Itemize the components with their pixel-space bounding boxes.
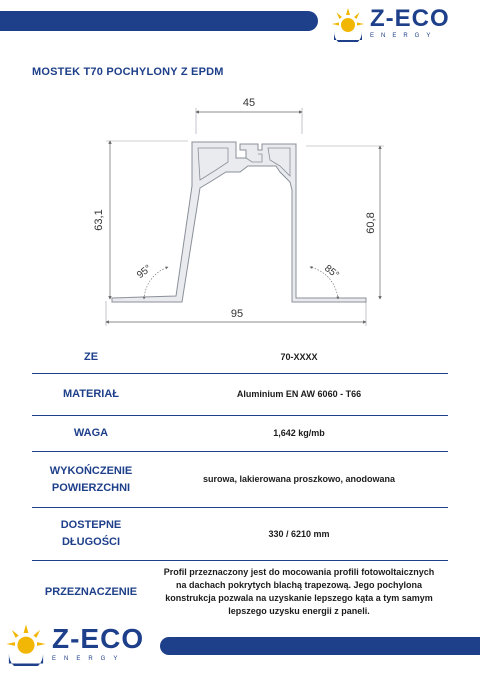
- brand-name: Z-ECO: [52, 623, 145, 654]
- brand-subtitle: ENERGY: [370, 33, 438, 39]
- spec-label: DOSTEPNE DŁUGOŚCI: [60, 519, 122, 548]
- brand-logo-bottom: [4, 622, 144, 666]
- spec-row-finish: [32, 452, 448, 508]
- sun-solar-panel-logo-icon: [330, 6, 366, 42]
- spec-label: MATERIAŁ: [62, 388, 119, 400]
- spec-table: [32, 341, 448, 623]
- brand-name: Z-ECO: [370, 5, 450, 32]
- dim-right-label: 60,8: [365, 212, 377, 234]
- header-bar: [0, 11, 318, 31]
- spec-label: WYKOŃCZENIE POWIERZCHNI: [49, 464, 133, 494]
- brand-logo-top: [330, 6, 450, 42]
- spec-row-weight: [32, 416, 448, 452]
- footer-bar: [160, 637, 480, 655]
- spec-label: WAGA: [73, 427, 109, 439]
- spec-row-material: [32, 374, 448, 416]
- profile-shape: [112, 142, 366, 302]
- spec-row-purpose: [32, 561, 448, 623]
- spec-value: 70-XXXX: [280, 351, 318, 362]
- spec-value: 1,642 kg/mb: [273, 428, 325, 438]
- profile-technical-drawing: [0, 86, 480, 342]
- page-title: MOSTEK T70 POCHYLONY Z EPDM: [32, 66, 224, 78]
- spec-row-code: [32, 341, 448, 374]
- brand-subtitle: ENERGY: [52, 656, 126, 662]
- spec-label: PRZEZNACZENIE: [44, 585, 138, 598]
- spec-label: ZE: [83, 350, 99, 363]
- dim-top-label: 45: [242, 97, 256, 109]
- spec-row-lengths: [32, 508, 448, 561]
- spec-value: surowa, lakierowana proszkowo, anodowana: [202, 474, 396, 484]
- spec-value: Aluminium EN AW 6060 - T66: [236, 389, 362, 399]
- spec-value: 330 / 6210 mm: [268, 528, 330, 539]
- spec-value: Profil przeznaczony jest do mocowania profili fotowoltaicznych na dachach pokrytych blachą trapezową. Jego pochylona konstrukcja pozwala na uzyskanie lepszego kąta a tym samym lepszego uzysku energii z paneli.: [163, 567, 435, 616]
- sun-solar-panel-logo-icon: [4, 622, 48, 666]
- dim-bottom-label: 95: [230, 308, 244, 320]
- angle-left-label: 95°: [135, 263, 154, 282]
- dim-left-label: 63,1: [93, 209, 105, 231]
- angle-right-label: 85°: [322, 263, 341, 282]
